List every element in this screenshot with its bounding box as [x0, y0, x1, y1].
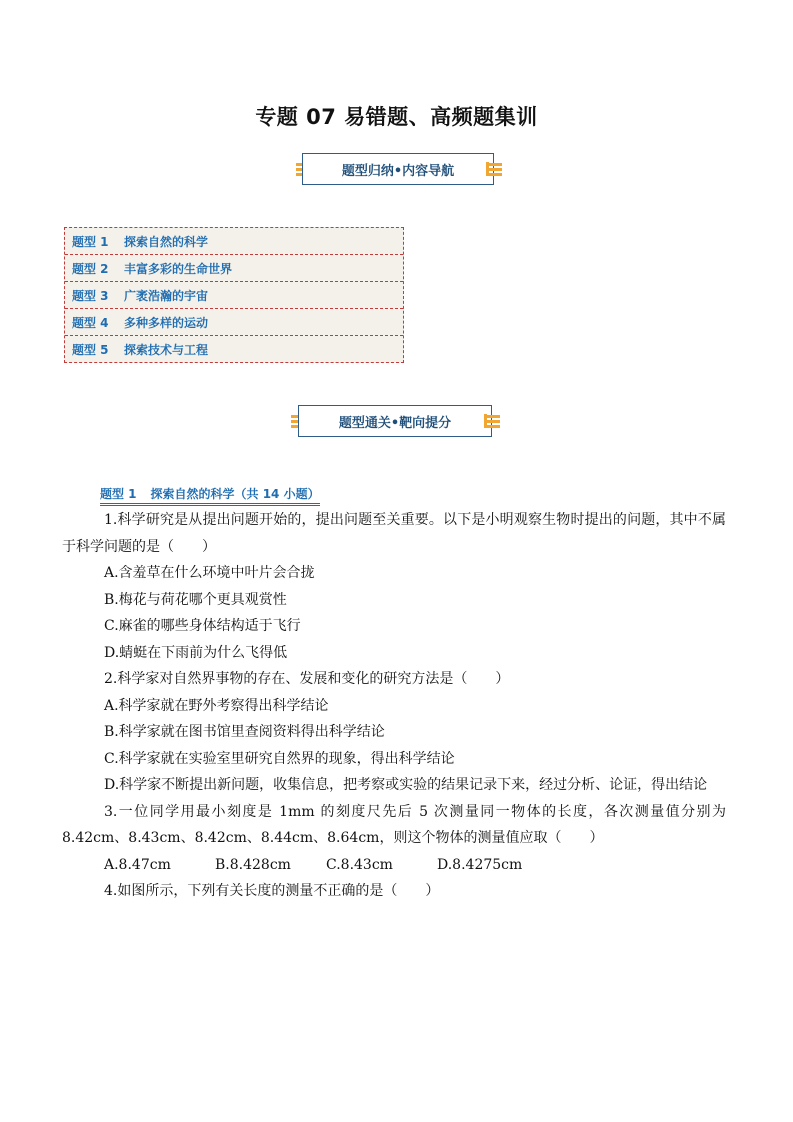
right-bracket-icon	[486, 162, 502, 176]
section-heading-key: 题型 1	[100, 487, 137, 501]
toc-item-label: 广袤浩瀚的宇宙	[124, 288, 209, 303]
nav-box-content-navigation: 题型归纳•内容导航	[302, 153, 494, 185]
question-3-option-b: B.8.428cm	[215, 856, 291, 873]
question-1-option-c: C.麻雀的哪些身体结构适于飞行	[104, 618, 301, 634]
section-heading	[100, 485, 320, 506]
question-2-option-c: C.科学家就在实验室里研究自然界的现象，得出科学结论	[104, 750, 455, 767]
toc-item-key: 题型 2	[72, 261, 109, 276]
toc-item-label: 多种多样的运动	[124, 315, 209, 330]
toc-item-key: 题型 1	[72, 234, 109, 249]
question-2-stem: 2.科学家对自然界事物的存在、发展和变化的研究方法是（ ）	[104, 671, 510, 687]
page-title: 专题 07 易错题、高频题集训	[255, 105, 538, 129]
toc-item-key: 题型 3	[72, 288, 109, 303]
question-3-option-a: A.8.47cm	[104, 856, 171, 873]
question-4-stem: 4.如图所示，下列有关长度的测量不正确的是（ ）	[104, 883, 440, 899]
toc-item-label: 丰富多彩的生命世界	[124, 261, 233, 276]
question-3-option-d: D.8.4275cm	[437, 856, 523, 873]
toc-item-key: 题型 4	[72, 315, 109, 330]
question-1-option-b: B.梅花与荷花哪个更具观赏性	[104, 591, 287, 608]
toc-item[interactable]	[65, 255, 403, 282]
question-2-option-b: B.科学家就在图书馆里查阅资料得出科学结论	[104, 724, 385, 740]
question-1-option-d: D.蜻蜓在下雨前为什么飞得低	[104, 644, 288, 661]
toc-item-label: 探索自然的科学	[124, 234, 209, 249]
section-heading-label: 探索自然的科学（共 14 小题）	[150, 487, 320, 501]
toc-item-label: 探索技术与工程	[124, 342, 209, 357]
toc-item[interactable]	[65, 309, 403, 336]
toc-item[interactable]	[65, 228, 403, 255]
question-3-stem: 3.一位同学用最小刻度是 1mm 的刻度尺先后 5 次测量同一物体的长度，各次测量值分别为 8.42cm、8.43cm、8.42cm、8.44cm、8.64cm，则这个物体的测量值应取（ ）	[62, 803, 726, 846]
toc-item-key: 题型 5	[72, 342, 109, 357]
toc-item[interactable]	[65, 336, 403, 362]
toc-item[interactable]	[65, 282, 403, 309]
nav-box-targeted-practice: 题型通关•靶向提分	[298, 405, 492, 437]
question-2-option-a: A.科学家就在野外考察得出科学结论	[104, 697, 329, 714]
question-3-option-c: C.8.43cm	[326, 856, 393, 873]
toc-table	[64, 227, 404, 363]
question-list	[62, 507, 726, 905]
question-1-stem: 1.科学研究是从提出问题开始的，提出问题至关重要。以下是小明观察生物时提出的问题，其中不属于科学问题的是（ ）	[62, 512, 726, 555]
question-1-option-a: A.含羞草在什么环境中叶片会合拢	[104, 565, 315, 581]
question-2-option-d: D.科学家不断提出新问题，收集信息，把考察或实验的结果记录下来，经过分析、论证，得出结论	[104, 777, 708, 793]
right-bracket-icon	[484, 414, 500, 428]
question-3-options	[62, 852, 726, 879]
